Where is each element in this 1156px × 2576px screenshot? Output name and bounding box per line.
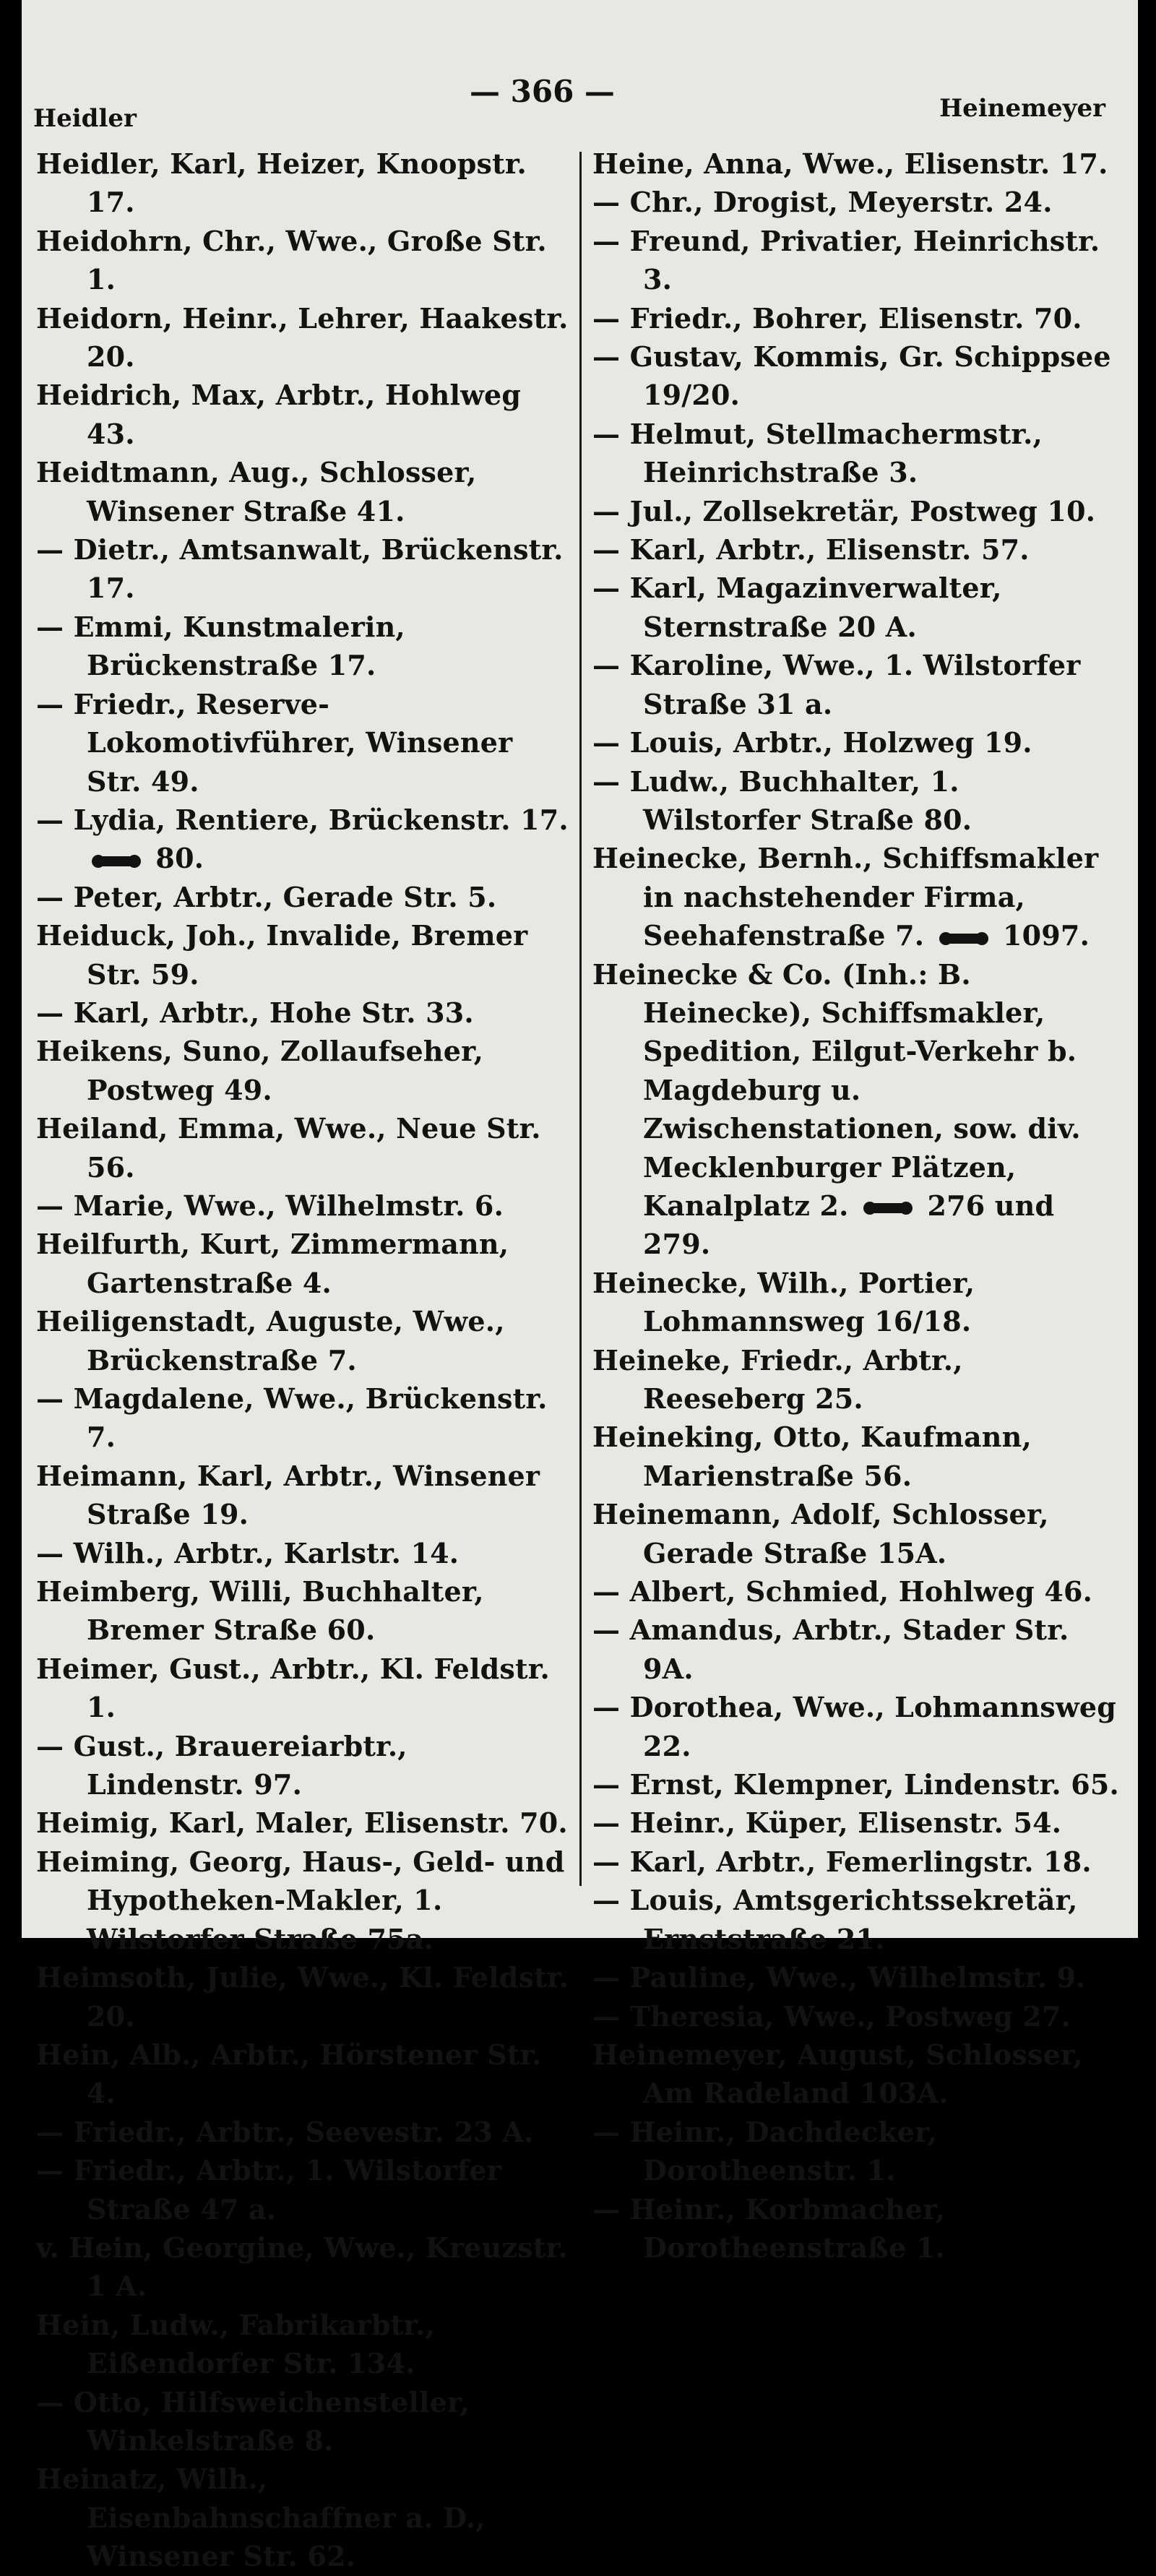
directory-entry: — Otto, Hilfsweichensteller, Winkelstraße 8. [36, 2385, 470, 2457]
directory-entry: — Dietr., Amtsanwalt, Brückenstr. 17. [36, 533, 564, 605]
directory-entry: Heidrich, Max, Arbtr., Hohlweg 43. [36, 379, 522, 450]
directory-entry: Hein, Ludw., Fabrikarbtr., Eißendorfer Str. 134. [36, 2308, 435, 2380]
right-column [592, 145, 1120, 2267]
directory-entry: Heineking, Otto, Kaufmann, Marienstraße 56. [592, 1421, 1032, 1492]
page-number: — 366 — [470, 74, 615, 109]
directory-entry: — Karoline, Wwe., 1. Wilstorfer Straße 31 a. [592, 649, 1081, 720]
directory-entry: — Wilh., Arbtr., Karlstr. 14. [36, 1536, 460, 1569]
directory-entry: Heiligenstadt, Auguste, Wwe., Brückenstraße 7. [36, 1305, 505, 1377]
directory-entry: — Lydia, Rentiere, Brückenstr. 17. 80. [36, 803, 569, 875]
directory-entry: — Dorothea, Wwe., Lohmannsweg 22. [592, 1691, 1117, 1762]
directory-entry: Heinecke & Co. (Inh.: B. Heinecke), Schiffsmakler, Spedition, Eilgut-Verkehr b. Magdeburg u. Zwischenstationen, sow. div. Mecklenburger Plätzen, Kanalplatz 2. 276 und 279. [592, 957, 1081, 1261]
directory-entry: Heimsoth, Julie, Wwe., Kl. Feldstr. 20. [36, 1961, 569, 2033]
directory-entry: — Ernst, Klempner, Lindenstr. 65. [592, 1768, 1119, 1801]
directory-entry: Heiland, Emma, Wwe., Neue Str. 56. [36, 1112, 541, 1184]
directory-entry: Heikens, Suno, Zollaufseher, Postweg 49. [36, 1035, 484, 1106]
directory-entry: — Friedr., Bohrer, Elisenstr. 70. [592, 301, 1082, 335]
directory-entry: Heidorn, Heinr., Lehrer, Haakestr. 20. [36, 301, 569, 374]
directory-entry: Heiduck, Joh., Invalide, Bremer Str. 59. [36, 919, 528, 991]
directory-entry: Heimig, Karl, Maler, Elisenstr. 70. [36, 1806, 568, 1840]
header-last-name: Heinemeyer [939, 94, 1105, 123]
directory-entry: — Peter, Arbtr., Gerade Str. 5. [36, 880, 497, 913]
directory-entry: — Chr., Drogist, Meyerstr. 24. [592, 186, 1053, 219]
directory-entry: Heinemeyer, August, Schlosser, Am Radeland 103A. [592, 2038, 1083, 2110]
directory-entry: — Helmut, Stellmachermstr., Heinrichstraße 3. [592, 417, 1043, 489]
directory-entry: Heinemann, Adolf, Schlosser, Gerade Straße 15A. [592, 1498, 1049, 1569]
directory-entry: — Emmi, Kunstmalerin, Brückenstraße 17. [36, 610, 405, 682]
directory-entry: Heilfurth, Kurt, Zimmermann, Gartenstraße 4. [36, 1228, 509, 1299]
directory-entry: Heidohrn, Chr., Wwe., Große Str. 1. [36, 224, 547, 296]
directory-entry: Heimann, Karl, Arbtr., Winsener Straße 19. [36, 1459, 540, 1531]
telephone-icon [939, 929, 989, 948]
directory-entry: Heidler, Karl, Heizer, Knoopstr. 17. [36, 147, 527, 219]
directory-entry: Heidtmann, Aug., Schlosser, Winsener Straße 41. [36, 456, 477, 527]
directory-entry: — Gust., Brauereiarbtr., Lindenstr. 97. [36, 1729, 407, 1801]
directory-entry: Heine, Anna, Wwe., Elisenstr. 17. [592, 147, 1108, 180]
directory-entry: Heimberg, Willi, Buchhalter, Bremer Straße 60. [36, 1575, 484, 1647]
column-divider [579, 152, 582, 1886]
directory-entry: Heinecke, Bernh., Schiffsmakler in nachstehender Firma, Seehafenstraße 7. 1097. [592, 842, 1099, 952]
directory-entry: — Karl, Arbtr., Elisenstr. 57. [592, 533, 1030, 567]
directory-entry: — Friedr., Arbtr., Seevestr. 23 A. [36, 2115, 534, 2148]
telephone-icon [91, 852, 142, 871]
directory-entry: — Theresia, Wwe., Postweg 27. [592, 1999, 1071, 2033]
header-first-name: Heidler [33, 104, 137, 133]
directory-entry: — Karl, Arbtr., Hohe Str. 33. [36, 996, 474, 1029]
directory-entry: — Ludw., Buchhalter, 1. Wilstorfer Straße 80. [592, 764, 972, 836]
directory-entry: v. Hein, Georgine, Wwe., Kreuzstr. 1 A. [36, 2231, 568, 2303]
directory-entry: — Jul., Zollsekretär, Postweg 10. [592, 494, 1096, 527]
directory-entry: — Heinr., Korbmacher, Dorotheenstraße 1. [592, 2192, 946, 2264]
page-header [22, 66, 1138, 133]
directory-page [22, 0, 1138, 2573]
directory-entry: Heimer, Gust., Arbtr., Kl. Feldstr. 1. [36, 1652, 550, 1724]
directory-entry: — Heinr., Küper, Elisenstr. 54. [592, 1806, 1062, 1840]
directory-entry: — Friedr., Arbtr., 1. Wilstorfer Straße 47 a. [36, 2154, 501, 2226]
directory-entry: — Gustav, Kommis, Gr. Schippsee 19/20. [592, 340, 1111, 412]
directory-entry: — Freund, Privatier, Heinrichstr. 3. [592, 224, 1100, 296]
directory-entry: — Friedr., Reserve-Lokomotivführer, Winsener Str. 49. [36, 687, 513, 798]
directory-entry: — Karl, Arbtr., Femerlingstr. 18. [592, 1845, 1092, 1878]
directory-entry: — Magdalene, Wwe., Brückenstr. 7. [36, 1382, 548, 1454]
directory-entry: — Albert, Schmied, Hohlweg 46. [592, 1575, 1093, 1608]
directory-entry: Heiming, Georg, Haus-, Geld- und Hypotheken-Makler, 1. Wilstorfer Straße 75a. [36, 1845, 565, 1955]
directory-entry: — Pauline, Wwe., Wilhelmstr. 9. [592, 1961, 1086, 1994]
left-column [36, 145, 571, 2576]
directory-entry: Hein, Alb., Arbtr., Hörstener Str. 4. [36, 2038, 542, 2110]
directory-entry: — Louis, Amtsgerichtssekretär, Ernststraße 21. [592, 1884, 1078, 1955]
telephone-icon [863, 1199, 913, 1218]
directory-entry: — Marie, Wwe., Wilhelmstr. 6. [36, 1189, 504, 1222]
directory-entry: Heineke, Friedr., Arbtr., Reeseberg 25. [592, 1343, 963, 1415]
directory-entry: Heinatz, Wilh., Eisenbahnschaffner a. D., Winsener Str. 62. [36, 2463, 486, 2573]
directory-entry: — Louis, Arbtr., Holzweg 19. [592, 726, 1032, 759]
directory-entry: — Amandus, Arbtr., Stader Str. 9A. [592, 1614, 1069, 1685]
directory-entry: — Karl, Magazinverwalter, Sternstraße 20 A. [592, 572, 1002, 643]
directory-entry: Heinecke, Wilh., Portier, Lohmannsweg 16/18. [592, 1266, 975, 1338]
directory-entry: — Heinr., Dachdecker, Dorotheenstr. 1. [592, 2115, 938, 2187]
